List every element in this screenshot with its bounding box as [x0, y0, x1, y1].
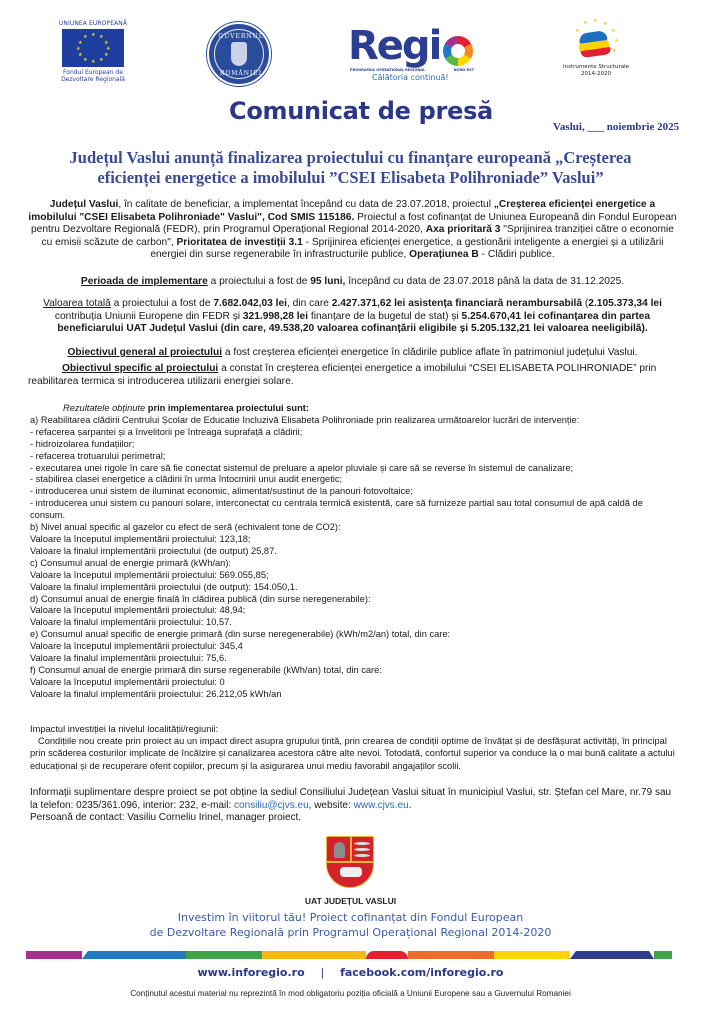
facebook-link[interactable]: facebook.com/inforegio.ro	[340, 966, 504, 979]
contact-section	[30, 787, 680, 825]
intro-text-5: - Clădiri publice.	[478, 249, 555, 261]
indicator-start-value: Valoare la începutul implementării proiectului: 48,94;	[30, 605, 246, 616]
value-text-1: a proiectului a fost de	[110, 298, 214, 309]
value-text-2: , din care	[287, 298, 332, 309]
gov-logo-bottom-text: ROMÂNIEI	[219, 70, 263, 77]
indicator-end-value: Valoare la finalul implementării proiectului (de output): 154.050,1.	[30, 581, 298, 592]
contact-text-2: , website:	[308, 799, 354, 811]
uat-label: UAT JUDEȚUL VASLUI	[304, 896, 397, 906]
indicator-start-value: Valoare la începutul implementării proiectului: 345,4	[30, 641, 243, 652]
indicator-heading: f) Consumul anual de energie primară din surse regenerabile (kWh/an) total, din care:	[30, 664, 382, 675]
gov-logo-top-text: GUVERNUL	[218, 33, 264, 40]
vaslui-coat-of-arms-icon	[326, 836, 374, 890]
inforegio-website-link[interactable]: www.inforegio.ro	[197, 966, 305, 979]
intro-text-4: - Sprijinirea eficienței energetice, a gestionării inteligente a energiei și a utilizării energiei din surse regenerabile în infrastructurile publice,	[150, 236, 664, 261]
eu-logo-subtitle-2: Dezvoltare Regională	[61, 76, 125, 83]
results-intro-text: prin implementarea proiectului sunt:	[145, 403, 309, 413]
government-logo	[207, 22, 271, 86]
indicator-start-value: Valoare la începutul implementării proiectului: 0	[30, 676, 225, 687]
period-months: 95 luni,	[310, 276, 346, 287]
indicator-end-value: Valoare la finalul implementării proiectului: 75,6.	[30, 653, 227, 664]
press-release-headline	[0, 148, 701, 188]
eu-logo-subtitle-1: Fondul European de	[63, 69, 123, 76]
grant-value: 2.427.371,62 lei asistența financiară nerambursabilă	[331, 298, 583, 309]
regio-region-text: NORD-EST	[453, 68, 474, 72]
value-label: Valoarea totală	[43, 298, 111, 309]
results-a-heading: a) Reabilitarea clădirii Centrului Școlar de Educatie Incluzivă Elisabeta Polihroniade prin realizarea următoarelor lucrări de intervenție:	[30, 414, 580, 425]
eu-contribution: 2.105.373,34 lei	[588, 298, 662, 309]
intro-text-3: "Sprijinirea tranziției către o economie cu emisii scăzute de carbon",	[41, 224, 674, 248]
headline-line-2: eficienței energetice a imobilului ”CSEI Elisabeta Polihroniade” Vaslui”	[97, 168, 604, 187]
indicator-end-value: Valoare la finalul implementării proiectului: 26.212,05 kWh/an	[30, 688, 282, 699]
page-title: Comunicat de presă	[229, 97, 493, 125]
structural-instruments-swoosh-icon: ★ ★ ★ ★ ★ ★ ★	[571, 18, 621, 64]
indicator-start-value: Valoare la începutul implementării proiectului: 569.055,85;	[30, 569, 269, 580]
email-link[interactable]: consiliu@cjvs.eu	[234, 799, 309, 811]
link-separator: |	[320, 966, 325, 979]
funding-statement	[0, 910, 701, 940]
disclaimer: Conținutul acestui material nu reprezintă în mod obligatoriu poziția oficială a Uniunii Europene sau a Guvernului Romaniei	[130, 989, 571, 998]
funding-statement-line-2: de Dezvoltare Regională prin Programul Operațional Regional 2014-2020	[149, 926, 552, 939]
beneficiary-name: Județul Vaslui	[49, 199, 119, 210]
state-budget: 321.998,28 lei	[242, 310, 309, 322]
eu-logo	[58, 20, 128, 83]
contact-person: Persoană de contact: Vasiliu Corneliu Irinel, manager proiect.	[30, 812, 302, 824]
results-a-item: - introducerea unui sistem de iluminat economic, alimentat/sustinut de la panouri fotovoltaice;	[30, 486, 413, 497]
total-value-paragraph	[25, 298, 680, 336]
dateline: Vaslui, ___ noiembrie 2025	[553, 121, 680, 133]
results-a-item: - refacerea trotuarului perimetral;	[30, 450, 166, 461]
regio-program-text: PROGRAMUL OPERAȚIONAL REGIONAL	[350, 68, 426, 72]
total-value: 7.682.042,03 lei	[213, 298, 287, 309]
period-text-1: a proiectului a fost de	[207, 276, 311, 287]
structural-instruments-logo	[562, 18, 630, 77]
value-text-6: cofinanțarea din partea beneficiarului UAT Județul Vaslui (din care, 49.538,20 valoarea cofinanțării eligibile și 5.205.132,21 lei valoarea neeligibilă).	[57, 310, 651, 335]
implementation-period-paragraph	[25, 276, 680, 289]
results-intro	[30, 403, 680, 415]
general-objective-paragraph	[25, 347, 680, 360]
regio-logo	[348, 23, 478, 82]
results-a-item: - refacerea șarpantei și a învelitorii pe întreaga suprafață a clădirii;	[30, 426, 303, 437]
general-objective-label: Obiectivul general al proiectului	[67, 347, 223, 358]
results-a-item: - introducerea unui sistem cu panouri solare, interconectat cu centrala termică existentă, care să furnizeze partial sau total consumul de apă caldă de consum.	[30, 498, 643, 521]
operation: Operațiunea B	[409, 249, 479, 261]
priority-axis: Axa prioritară 3	[425, 224, 501, 236]
contact-text-3: .	[408, 799, 412, 811]
intro-text-1: , în calitate de beneficiar, a implementat începând cu data de 23.07.2018, proiectul	[118, 199, 494, 210]
funding-statement-line-1: Investim în viitorul tău! Proiect cofinanțat din Fondul European	[177, 911, 524, 924]
structural-instruments-label-2: 2014-2020	[581, 70, 611, 77]
results-section	[30, 403, 680, 701]
indicator-heading: c) Consumul anual de energie primară (kWh/an):	[30, 557, 232, 568]
project-name: „Creșterea eficienței energetice a imobilului "CSEI Elisabeta Polihroniade" Vaslui", Cod SMIS 115186.	[28, 199, 656, 223]
general-objective-text: a fost creșterea eficienței energetice în clădirile publice aflate în patrimoniul județului Vaslui.	[222, 347, 638, 358]
indicator-heading: d) Consumul anual de energie finală în clădirea publică (din surse neregenerabile):	[30, 593, 371, 604]
eu-flag-icon: ★ ★ ★ ★ ★ ★ ★ ★ ★ ★ ★ ★	[62, 29, 124, 67]
contact-text-1: Informații suplimentare despre proiect se pot obține la sediul Consiliului Județean Vaslui situat în municipiul Vaslui, str. Ștefan cel Mare, nr.79 sau la telefon: 0235/361.096, interior: 232, e-mail:	[30, 787, 672, 811]
regio-tagline: Călătoria continuă!	[372, 73, 449, 82]
regio-color-ring-icon	[443, 36, 473, 66]
investment-priority: Prioritatea de investiții 3.1	[176, 236, 303, 248]
period-label: Perioada de implementare	[80, 276, 208, 287]
intro-paragraph	[25, 199, 680, 262]
regio-program-label	[350, 68, 480, 72]
value-text-5: finanțare de la bugetul de stat) și	[308, 310, 462, 322]
indicator-end-value: Valoare la finalul implementării proiectului: 10,57.	[30, 617, 232, 628]
header-logos	[0, 0, 701, 100]
color-stripe-divider	[26, 951, 672, 959]
structural-instruments-label-1: Instrumente Structurale	[563, 64, 629, 70]
cofinancing-value: 5.254.670,41 lei	[461, 310, 536, 322]
specific-objective-paragraph	[28, 363, 683, 388]
results-intro-italic: Rezultatele obținute	[63, 403, 146, 413]
footer-links	[0, 966, 701, 979]
specific-objective-text: a constat în creșterea eficienței energetice a imobilului “CSEI ELISABETA POLIHRONIADE” prin reabilitarea termica si introducerea utilizarii energiei solare.	[28, 363, 657, 387]
value-text-4: contribuția Uniunii Europene din FEDR și	[54, 310, 243, 322]
results-a-item: - stabilirea clasei energetice a clădirii în urma întocmirii unui audit energetic;	[30, 474, 343, 485]
contact-paragraph	[30, 787, 680, 812]
indicator-heading: e) Consumul anual specific de energie primară (din surse neregenerabile) (kWh/m2/an) total, din care:	[30, 629, 451, 640]
results-a-item: - executarea unei rigole în care să fie conectat sistemul de preluare a apelor pluviale și care să se reverse în sistemul de canalizare;	[30, 462, 574, 473]
results-a-item: - hidroizolarea fundațiilor;	[30, 438, 135, 449]
impact-text: Condițiile nou create prin proiect au un impact direct asupra grupului țintă, prin crearea de condiții optime de învățat și de desfășurat activități, în principal prin scăderea costurilor implicate de încălzire și canalizarea acestora către alte nevoi. Totodată, confortul superior va conduce la o mai bună calitate a actului educațional și de recuperare oferit copiilor, precum și la asigurarea unui mediu favorabil angajaților scolii.	[30, 736, 675, 771]
indicator-heading: b) Nivel anual specific al gazelor cu efect de seră (echivalent tone de CO2):	[30, 522, 341, 533]
impact-heading: Impactul investiției la nivelul localității/regiunii:	[30, 724, 219, 734]
website-link[interactable]: www.cjvs.eu	[353, 799, 409, 811]
value-text-3: (	[582, 298, 589, 309]
period-text-2: începând cu data de 23.07.2018 până la data de 31.12.2025.	[345, 276, 625, 287]
regio-wordmark: Regi	[348, 23, 441, 69]
specific-objective-label: Obiectivul specific al proiectului	[62, 363, 219, 374]
headline-line-1: Județul Vaslui anunță finalizarea proiectului cu finanțare europeană „Creșterea	[69, 148, 632, 167]
eu-logo-title: UNIUNEA EUROPEANĂ	[58, 20, 128, 27]
indicator-end-value: Valoare la finalul implementării proiectului (de output) 25,87.	[30, 545, 277, 556]
impact-section	[30, 723, 680, 772]
eagle-crest-icon	[231, 42, 247, 66]
indicator-start-value: Valoare la începutul implementării proiectului: 123,18;	[30, 533, 251, 544]
intro-text-2: Proiectul a fost cofinanțat de Uniunea Europeană din Fondul European pentru Dezvoltare Regională (FEDR), prin Programul Operațional Regional 2014-2020,	[31, 211, 677, 236]
